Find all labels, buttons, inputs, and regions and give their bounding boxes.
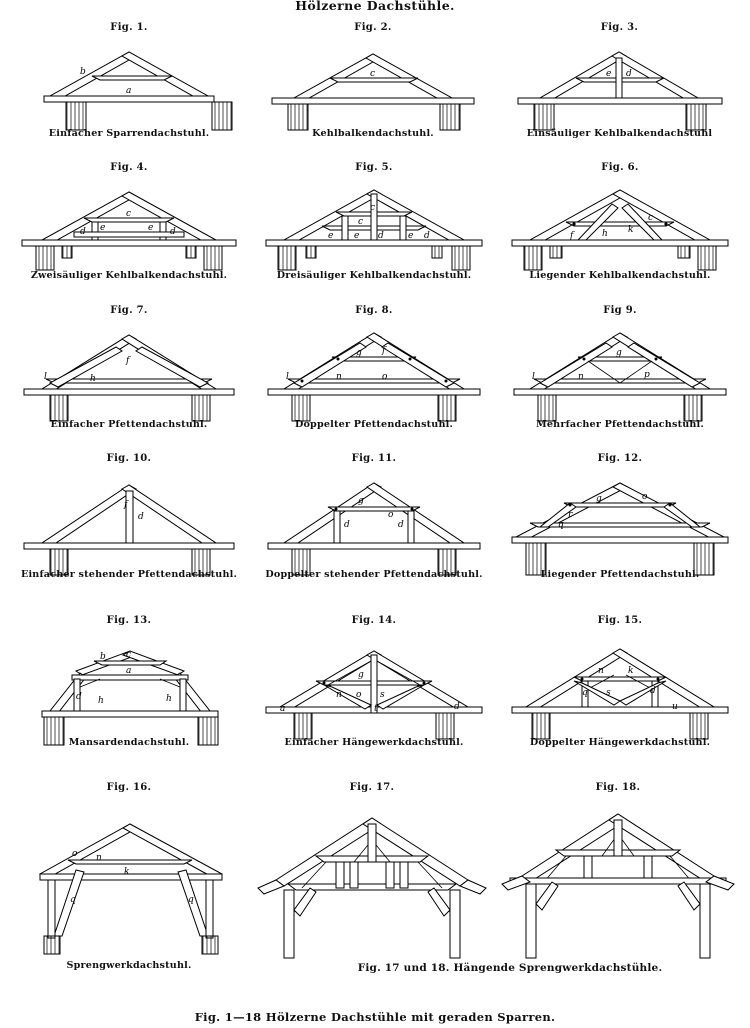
svg-text:e: e bbox=[408, 231, 414, 241]
figure-10 bbox=[14, 453, 244, 583]
figure-10-number: Fig. 10. bbox=[106, 453, 152, 464]
svg-text:c: c bbox=[126, 650, 132, 660]
svg-text:u: u bbox=[672, 702, 678, 712]
svg-text:g: g bbox=[358, 670, 364, 680]
svg-text:d: d bbox=[626, 69, 632, 79]
svg-text:a: a bbox=[126, 666, 132, 676]
figure-15 bbox=[504, 615, 736, 755]
svg-text:a: a bbox=[126, 86, 132, 96]
svg-text:d: d bbox=[454, 702, 460, 712]
figure-6 bbox=[504, 162, 736, 284]
svg-text:q: q bbox=[558, 520, 564, 530]
figure-8-number: Fig. 8. bbox=[355, 305, 393, 316]
svg-text:f: f bbox=[126, 356, 130, 366]
svg-text:k: k bbox=[124, 867, 130, 877]
svg-text:d: d bbox=[170, 227, 176, 237]
svg-text:d: d bbox=[344, 520, 350, 530]
svg-text:n: n bbox=[336, 690, 342, 700]
svg-text:g: g bbox=[616, 348, 622, 358]
svg-text:c: c bbox=[358, 217, 364, 227]
svg-text:s: s bbox=[606, 688, 611, 698]
figure-7-number: Fig. 7. bbox=[110, 305, 148, 316]
figure-4-drawing bbox=[14, 178, 244, 262]
svg-text:n: n bbox=[598, 666, 604, 676]
svg-text:q: q bbox=[70, 895, 76, 905]
figure-12-number: Fig. 12. bbox=[597, 453, 643, 464]
figure-18 bbox=[496, 782, 740, 978]
figure-12 bbox=[504, 453, 736, 583]
figure-3-caption: Einsäuliger Kehlbalkendachstuhl bbox=[526, 128, 713, 139]
figure-13-drawing bbox=[14, 631, 244, 735]
svg-text:f: f bbox=[570, 231, 574, 241]
figure-3 bbox=[502, 22, 737, 142]
figure-16-number: Fig. 16. bbox=[106, 782, 152, 793]
figure-9-number: Fig 9. bbox=[603, 305, 637, 316]
svg-text:g: g bbox=[358, 496, 364, 506]
page-title: Hölzerne Dachstühle. bbox=[295, 0, 455, 13]
svg-text:f: f bbox=[382, 346, 386, 356]
figure-2-caption: Kehlbalkendachstuhl. bbox=[312, 128, 434, 139]
figure-8-caption: Doppelter Pfettendachstuhl. bbox=[294, 419, 454, 430]
svg-text:d: d bbox=[650, 686, 656, 696]
svg-text:o: o bbox=[642, 492, 648, 502]
svg-text:d: d bbox=[398, 520, 404, 530]
figure-1-caption: Einfacher Sparrendachstuhl. bbox=[48, 128, 210, 139]
svg-text:d: d bbox=[76, 692, 82, 702]
svg-text:b: b bbox=[100, 652, 106, 662]
figure-11-caption: Doppelter stehender Pfettendachstuhl. bbox=[265, 569, 483, 580]
svg-text:h: h bbox=[90, 374, 96, 384]
figure-10-drawing bbox=[14, 469, 244, 561]
figure-15-drawing bbox=[504, 631, 736, 735]
figure-18-drawing bbox=[496, 800, 740, 970]
figure-12-drawing bbox=[504, 469, 736, 561]
figure-6-caption: Liegender Kehlbalkendachstuhl. bbox=[529, 270, 711, 281]
svg-text:h: h bbox=[602, 229, 608, 239]
figure-9-caption: Mehrfacher Pfettendachstuhl. bbox=[536, 419, 704, 430]
svg-text:d: d bbox=[138, 512, 144, 522]
svg-text:e: e bbox=[328, 231, 334, 241]
figure-5-caption: Dreisäuliger Kehlbalkendachstuhl. bbox=[276, 270, 472, 281]
figures-17-18-caption: Fig. 17 und 18. Hängende Sprengwerkdachstühle. bbox=[357, 962, 663, 974]
figure-17-drawing bbox=[250, 800, 494, 970]
svg-text:q: q bbox=[188, 895, 194, 905]
svg-text:d: d bbox=[378, 231, 384, 241]
svg-text:e: e bbox=[606, 69, 612, 79]
svg-text:c: c bbox=[126, 209, 132, 219]
svg-text:c: c bbox=[648, 213, 654, 223]
figure-17 bbox=[250, 782, 494, 978]
svg-text:h: h bbox=[98, 696, 104, 706]
figure-13-number: Fig. 13. bbox=[106, 615, 152, 626]
figure-1 bbox=[14, 22, 244, 142]
figure-10-caption: Einfacher stehender Pfettendachstuhl. bbox=[20, 569, 238, 580]
figure-14 bbox=[258, 615, 490, 755]
figure-9-drawing bbox=[504, 321, 736, 411]
figure-2-drawing bbox=[258, 38, 488, 120]
svg-text:p: p bbox=[644, 370, 650, 380]
svg-text:g: g bbox=[596, 494, 602, 504]
figure-11-number: Fig. 11. bbox=[351, 453, 397, 464]
svg-text:d: d bbox=[80, 227, 86, 237]
figure-5-drawing bbox=[258, 178, 490, 262]
figure-8 bbox=[258, 305, 490, 433]
figure-6-number: Fig. 6. bbox=[601, 162, 639, 173]
svg-text:o: o bbox=[388, 510, 394, 520]
svg-text:l: l bbox=[286, 372, 289, 382]
figure-11 bbox=[258, 453, 490, 583]
figure-14-number: Fig. 14. bbox=[351, 615, 397, 626]
figure-2-number: Fig. 2. bbox=[354, 22, 392, 33]
figure-16-drawing bbox=[14, 800, 244, 958]
svg-text:a: a bbox=[280, 704, 286, 714]
svg-text:o: o bbox=[382, 372, 388, 382]
svg-text:d: d bbox=[424, 231, 430, 241]
figure-15-number: Fig. 15. bbox=[597, 615, 643, 626]
svg-text:h: h bbox=[166, 694, 172, 704]
svg-text:n: n bbox=[578, 372, 584, 382]
figure-12-caption: Liegender Pfettendachstuhl. bbox=[540, 569, 700, 580]
svg-text:g: g bbox=[356, 348, 362, 358]
svg-text:c: c bbox=[370, 203, 376, 213]
figure-11-drawing bbox=[258, 469, 490, 561]
svg-text:b: b bbox=[80, 67, 86, 77]
svg-text:r: r bbox=[568, 510, 573, 520]
figure-14-drawing bbox=[258, 631, 490, 735]
figure-13-caption: Mansardendachstuhl. bbox=[68, 737, 190, 748]
figure-1-number: Fig. 1. bbox=[110, 22, 148, 33]
svg-text:n: n bbox=[96, 853, 102, 863]
figure-7-drawing bbox=[14, 321, 244, 411]
figure-18-number: Fig. 18. bbox=[595, 782, 641, 793]
figure-1-drawing bbox=[14, 38, 244, 120]
figure-4-number: Fig. 4. bbox=[110, 162, 148, 173]
svg-text:t: t bbox=[374, 704, 378, 714]
figure-3-number: Fig. 3. bbox=[600, 22, 639, 33]
svg-text:k: k bbox=[628, 225, 634, 235]
svg-text:f: f bbox=[124, 500, 128, 510]
svg-text:q: q bbox=[582, 688, 588, 698]
figure-9 bbox=[504, 305, 736, 433]
figure-4-caption: Zweisäuliger Kehlbalkendachstuhl. bbox=[30, 270, 228, 281]
svg-text:l: l bbox=[44, 372, 47, 382]
svg-text:e: e bbox=[100, 223, 106, 233]
svg-text:e: e bbox=[148, 223, 154, 233]
svg-text:l: l bbox=[532, 372, 535, 382]
figure-8-drawing bbox=[258, 321, 490, 411]
figure-7-caption: Einfacher Pfettendachstuhl. bbox=[50, 419, 208, 430]
figure-15-caption: Doppelter Hängewerkdachstuhl. bbox=[529, 737, 711, 748]
figure-17-number: Fig. 17. bbox=[349, 782, 395, 793]
figure-7 bbox=[14, 305, 244, 433]
svg-text:k: k bbox=[628, 666, 634, 676]
svg-text:s: s bbox=[380, 690, 385, 700]
plate-footer: Fig. 1—18 Hölzerne Dachstühle mit geraden Sparren. bbox=[194, 1010, 556, 1024]
svg-text:c: c bbox=[370, 69, 376, 79]
figure-14-caption: Einfacher Hängewerkdachstuhl. bbox=[284, 737, 464, 748]
figure-5 bbox=[258, 162, 490, 284]
svg-text:o: o bbox=[72, 849, 78, 859]
svg-text:e: e bbox=[354, 231, 360, 241]
figure-5-number: Fig. 5. bbox=[355, 162, 393, 173]
figure-6-drawing bbox=[504, 178, 736, 262]
svg-text:n: n bbox=[336, 372, 342, 382]
svg-text:o: o bbox=[356, 690, 362, 700]
figure-16-caption: Sprengwerkdachstuhl. bbox=[66, 960, 192, 971]
figure-3-drawing bbox=[502, 38, 737, 120]
figure-4 bbox=[14, 162, 244, 284]
figure-13 bbox=[14, 615, 244, 755]
figure-16 bbox=[14, 782, 244, 978]
figure-2 bbox=[258, 22, 488, 142]
